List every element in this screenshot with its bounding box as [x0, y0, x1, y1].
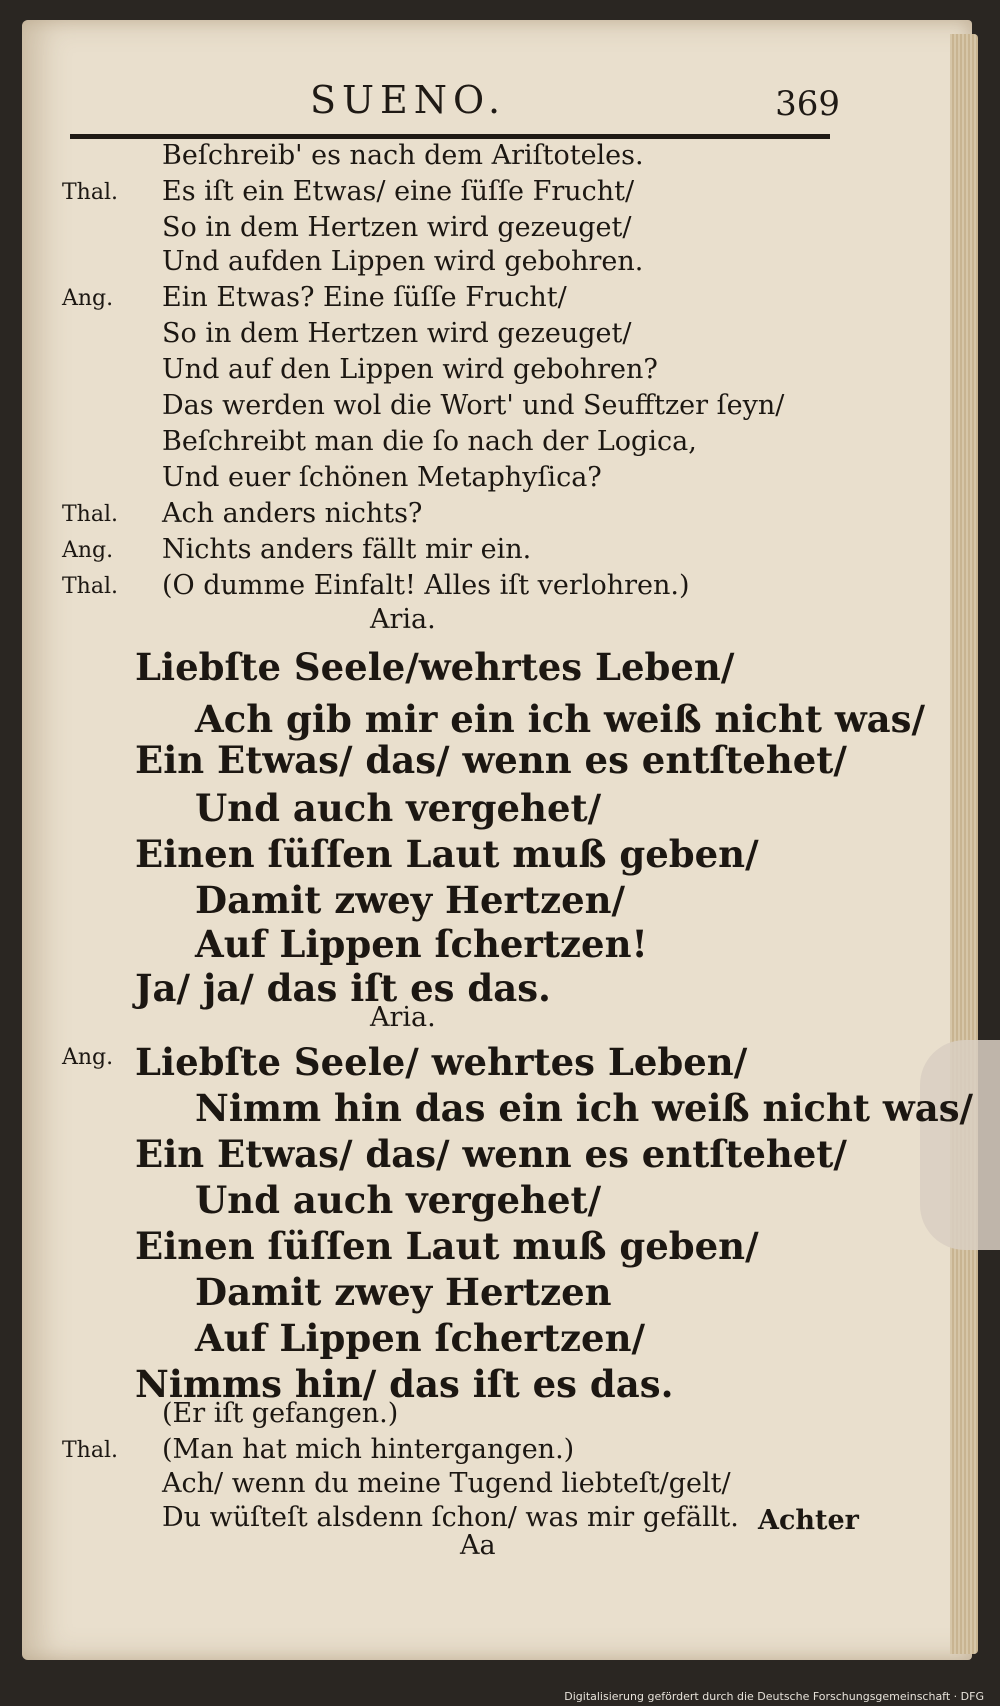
dialogue-line: Und euer ſchönen Metaphyſica? — [162, 462, 602, 493]
dialogue-line: Du wüſteſt alsdenn ſchon/ was mir gefällt. — [162, 1502, 739, 1533]
aria-verse-line: Auf Lippen ſchertzen/ — [195, 1316, 645, 1360]
page-edges — [950, 34, 978, 1654]
dialogue-line: Und aufden Lippen wird gebohren. — [162, 246, 644, 277]
aria-verse-line: Liebſte Seele/wehrtes Leben/ — [135, 645, 735, 689]
dialogue-line: Ach anders nichts? — [162, 498, 423, 529]
aria-verse-line: Damit zwey Hertzen — [195, 1270, 612, 1314]
aria-heading: Aria. — [370, 1002, 436, 1033]
speaker-label: Ang. — [62, 538, 114, 563]
speaker-label: Thal. — [62, 502, 118, 527]
dialogue-line: Ein Etwas? Eine ſüſſe Frucht/ — [162, 282, 567, 313]
speaker-label: Thal. — [62, 574, 118, 599]
dialogue-line: Nichts anders fällt mir ein. — [162, 534, 532, 565]
aria-verse-line: Und auch vergehet/ — [195, 1178, 602, 1222]
speaker-label: Ang. — [62, 1045, 114, 1070]
dialogue-line: Das werden wol die Wort' und Seufftzer ſeyn/ — [162, 390, 785, 421]
speaker-label: Thal. — [62, 180, 118, 205]
aria-verse-line: Ein Etwas/ das/ wenn es entſtehet/ — [135, 738, 847, 782]
aria-verse-line: Ach gib mir ein ich weiß nicht was/ — [195, 697, 925, 741]
dialogue-line: So in dem Hertzen wird gezeuget/ — [162, 318, 632, 349]
aria-verse-line: Ja/ ja/ das iſt es das. — [135, 966, 551, 1010]
digitization-credit: Digitalisierung gefördert durch die Deutsche Forschungsgemeinschaft · DFG — [564, 1690, 984, 1703]
aria-verse-line: Auf Lippen ſchertzen! — [195, 922, 648, 966]
page-number: 369 — [775, 84, 840, 124]
catchword: Achter — [758, 1505, 859, 1536]
dialogue-line: Beſchreibt man die ſo nach der Logica, — [162, 426, 697, 457]
dialogue-line: (O dumme Einfalt! Alles iſt verlohren.) — [162, 570, 690, 601]
aria-verse-line: Nimms hin/ das iſt es das. — [135, 1362, 674, 1406]
aria-verse-line: Und auch vergehet/ — [195, 786, 602, 830]
thumb-shadow — [920, 1040, 1000, 1250]
aria-verse-line: Ein Etwas/ das/ wenn es entſtehet/ — [135, 1132, 847, 1176]
header-rule — [70, 134, 830, 139]
running-title: SUENO. — [310, 78, 507, 122]
aria-verse-line: Einen ſüſſen Laut muß geben/ — [135, 832, 759, 876]
signature-mark: Aa — [460, 1530, 496, 1561]
dialogue-line: (Er iſt gefangen.) — [162, 1398, 399, 1429]
dialogue-line: Ach/ wenn du meine Tugend liebteſt/gelt/ — [162, 1468, 731, 1499]
dialogue-line: So in dem Hertzen wird gezeuget/ — [162, 212, 632, 243]
dialogue-line: Und auf den Lippen wird gebohren? — [162, 354, 658, 385]
aria-verse-line: Nimm hin das ein ich weiß nicht was/ — [195, 1086, 974, 1130]
aria-verse-line: Liebſte Seele/ wehrtes Leben/ — [135, 1040, 748, 1084]
page-header — [70, 78, 840, 138]
speaker-label: Thal. — [62, 1438, 118, 1463]
dialogue-line: Es iſt ein Etwas/ eine ſüſſe Frucht/ — [162, 176, 635, 207]
dialogue-line: (Man hat mich hintergangen.) — [162, 1434, 575, 1465]
aria-verse-line: Einen ſüſſen Laut muß geben/ — [135, 1224, 759, 1268]
speaker-label: Ang. — [62, 286, 114, 311]
aria-heading: Aria. — [370, 604, 436, 635]
dialogue-line: Beſchreib' es nach dem Ariſtoteles. — [162, 140, 644, 171]
aria-verse-line: Damit zwey Hertzen/ — [195, 878, 626, 922]
